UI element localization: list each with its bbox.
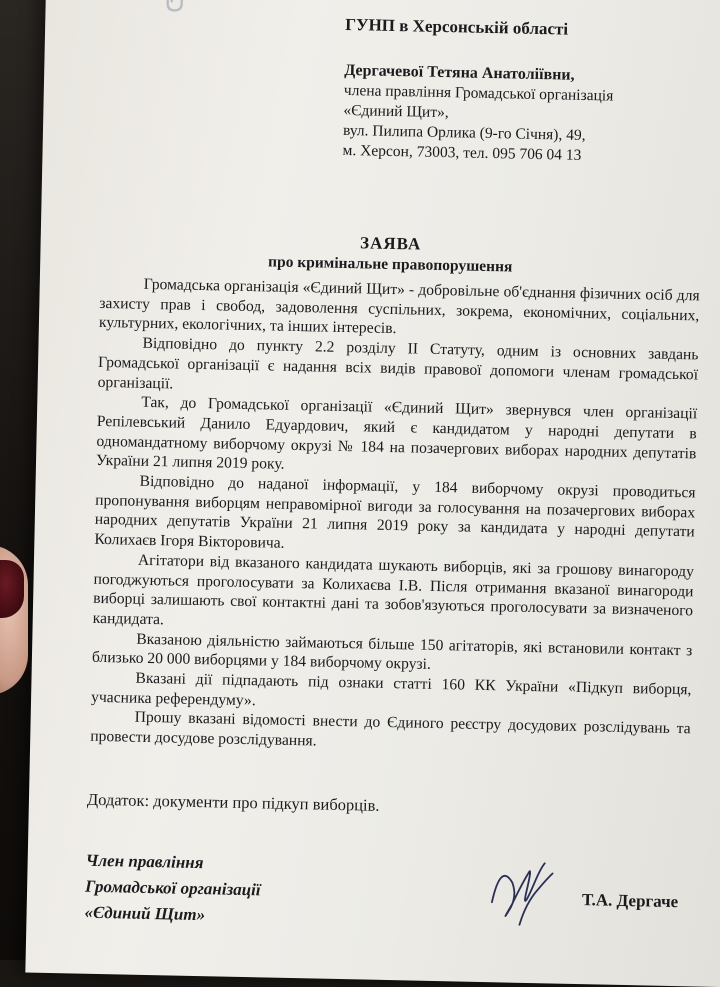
sender-line: вул. Пилипа Орлика (9-го Січня), 49,: [342, 121, 586, 144]
document-title: [40, 227, 720, 282]
attachment-note: Додаток: документи про підкуп виборців.: [86, 789, 380, 815]
signatory-name: Т.А. Дергаче: [581, 890, 679, 912]
address-block: [342, 15, 614, 167]
body-paragraph: Так, до Громадської організації «Єдиний Щит» звернувся член організації Репілевський Данило Едуардович, який є кандидатом у народні депутати в одномандатному виборчому окрузі № 184 на позачергових виборах народних депутатів України 21 липня 2019 року.: [95, 393, 698, 474]
sender-line: члена правління Громадської організація: [343, 81, 614, 105]
body-paragraph: Відповідно до пункту 2.2 розділу ІІ Статуту, одним із основних завдань Громадської організації є надання всіх видів правової допомоги членам громадської організації.: [97, 334, 699, 392]
recipient: ГУНП в Херсонській області: [345, 14, 569, 39]
body-paragraph: Громадська організація «Єдиний Щит» - добровільне об'єднання фізичних осіб для захисту прав і свобод, задоволення суспільних, зокрема, економічних, соціальних, культурних, екологічних, та інших інтересів.: [98, 275, 700, 338]
title-subtitle: про кримінальне правопорушення: [267, 253, 513, 276]
document-page: [25, 0, 720, 987]
sender-name: Дергачевої Тетяна Анатоліївни,: [344, 61, 575, 84]
body-paragraph: Агітатори від вказаного кандидата шукають виборців, які за грошову винагороду погоджуються проголосувати за Колихаєва І.В. Після отримання вказаної винагороди виборці залишають свої контактні дані та зобов'язуються проголосувати за визначеного кандидата.: [92, 551, 695, 629]
handwritten-signature: [481, 842, 563, 934]
body-paragraph: Відповідно до наданої інформації, у 184 виборчому окрузі проводиться пропонування виборцям неправомірної вигоди за голосування на позачергових виборах народних депутатів України 21 липня 2019 року за кандидата у народні депутати Колихаєв Ігоря Вікторовича.: [94, 472, 696, 552]
sender-line: «Єдиний Щит»,: [343, 101, 449, 122]
title-main: ЗАЯВА: [359, 233, 422, 254]
signatory-line: «Єдиний Щит»: [84, 902, 206, 925]
signatory-title: [84, 848, 261, 930]
document-body: [90, 274, 700, 759]
body-paragraph: Вказані дії підпадають під ознаки статті 160 КК України «Підкуп виборця, учасника референдуму».: [90, 669, 692, 709]
body-paragraph: Вказаною діяльністю займаються більше 150 агітаторів, які встановили контакт з близько 20 000 виборцями у 184 виборчому окрузі.: [91, 630, 693, 674]
signatory-line: Член правління: [85, 850, 204, 873]
sender-line: м. Херсон, 73003, тел. 095 706 04 13: [342, 141, 582, 164]
body-paragraph: Прошу вказані відомості внести до Єдиного реєстру досудових розслідувань та провести досудове розслідування.: [90, 709, 691, 750]
signatory-line: Громадської організації: [84, 876, 261, 900]
paperclip-icon: [159, 0, 190, 14]
